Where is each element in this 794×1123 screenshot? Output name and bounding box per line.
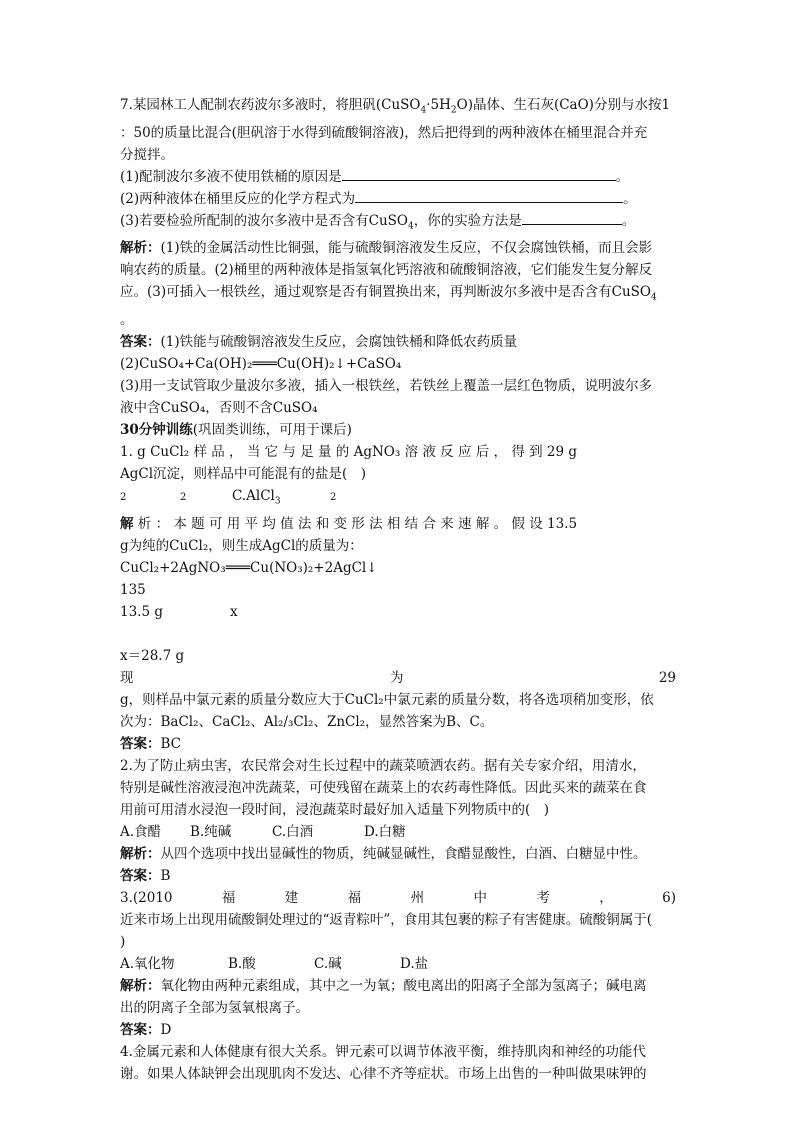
q7-blank2	[355, 188, 623, 203]
q7-analysis-line1: 解析：(1)铁的金属活动性比铜强，能与硫酸铜溶液发生反应，不仅会腐蚀铁桶，而且会影	[120, 240, 653, 257]
q3-stem-line1: 3.(2010 福 建 福 州 中 考 ， 6)	[120, 889, 676, 906]
q3-analysis-line1: 解析：氧化物由两种元素组成，其中之一为氧；酸电离出的阳离子全部为氢离子；碱电离	[120, 977, 647, 994]
q1-analysis-line1: 解 析 ： 本 题 可 用 平 均 值 法 和 变 形 法 相 结 合 来 速 解 。 假 设 13.5	[120, 515, 578, 532]
q7-answer-line2: (2)CuSO₄+Ca(OH)₂═══Cu(OH)₂↓+CaSO₄	[120, 356, 402, 373]
q2-option-b: B.纯碱	[190, 823, 232, 840]
q7-stem-line3: 分搅拌。	[120, 146, 174, 163]
q3-option-a: A.氧化物	[120, 955, 175, 972]
q1-given-line: 13.5 g x	[120, 603, 238, 620]
q1-option-d: 2	[330, 492, 337, 504]
q3-options	[120, 953, 676, 975]
q2-answer: 答案：B	[120, 867, 171, 884]
q7-part1: (1)配制波尔多液不使用铁桶的原因是 。	[120, 166, 676, 188]
q1-equation: CuCl₂+2AgNO₃═══Cu(NO₃)₂+2AgCl↓	[120, 559, 378, 576]
q3-option-d: D.盐	[400, 955, 429, 972]
q7-blank3	[522, 210, 622, 225]
q4-stem-line2: 谢。如果人体缺钾会出现肌肉不发达、心律不齐等症状。市场上出售的一种叫做果味钾的	[120, 1065, 647, 1082]
q2-option-a: A.食醋	[120, 823, 162, 840]
q7-part2: (2)两种液体在桶里反应的化学方程式为 。	[120, 188, 676, 210]
q1-options	[120, 485, 676, 513]
q7-answer-line1: 答案：(1)铁能与硫酸铜溶液发生反应，会腐蚀铁桶和降低农药质量	[120, 334, 518, 351]
q3-stem-line3: )	[120, 933, 126, 950]
q1-stem-line2: AgCl沉淀，则样品中可能混有的盐是( )	[120, 466, 367, 483]
q7-analysis-line4: 。	[120, 312, 134, 329]
q1-line-a: 现 为 29	[120, 669, 676, 686]
q1-option-b: 2	[180, 492, 187, 504]
q1-line-c: 次为：BaCl₂、CaCl₂、Al₂/₃Cl₂、ZnCl₂，显然答案为B、C。	[120, 713, 494, 730]
q7-stem-line2: ：50的质量比混合(胆矾溶于水得到硫酸铜溶液)，然后把得到的两种液体在桶里混合并充	[120, 124, 648, 141]
q1-stem-line1: 1. g CuCl₂ 样 品 ， 当 它 与 足 量 的 AgNO₃ 溶 液 反 应 后 ， 得 到 29 g	[120, 444, 578, 461]
q3-option-c: C.碱	[314, 955, 342, 972]
q1-result: x＝28.7 g	[120, 647, 185, 664]
q7-part3: (3)若要检验所配制的波尔多液中是否含有CuSO$_4$，你的实验方法是 。	[120, 210, 676, 238]
q7-stem-line1: 7.某园林工人配制农药波尔多液时，将胆矾$(CuSO_4\cdot 5H_2O)$晶体、生石灰(CaO)分别与水按1	[120, 97, 671, 116]
q7-analysis-line2: 响农药的质量。(2)桶里的两种液体是指氢氧化钙溶液和硫酸铜溶液，它们能发生复分解反	[120, 262, 653, 279]
q3-analysis-line2: 出的阴离子全部为氢氧根离子。	[120, 999, 309, 1016]
q1-analysis-line2: g为纯的CuCl₂，则生成AgCl的质量为：	[120, 537, 363, 554]
q4-stem-line1: 4.金属元素和人体健康有很大关系。钾元素可以调节体液平衡，维持肌肉和神经的功能代	[120, 1043, 646, 1060]
q7-blank1	[342, 166, 616, 181]
q1-line-b: g，则样品中氯元素的质量分数应大于CuCl₂中氯元素的质量分数，将各选项稍加变形，依	[120, 691, 654, 708]
q1-mass-line: 135	[120, 581, 146, 598]
q1-option-c: C.AlCl$_3$	[232, 488, 281, 507]
q7-answer-line4: 液中含CuSO₄，否则不含CuSO₄	[120, 400, 318, 417]
q2-options	[120, 821, 676, 843]
q2-option-d: D.白糖	[364, 823, 406, 840]
q2-option-c: C.白酒	[272, 823, 314, 840]
q2-analysis: 解析：从四个选项中找出显碱性的物质，纯碱显碱性，食醋显酸性，白酒、白糖显中性。	[120, 845, 647, 862]
q3-answer: 答案：D	[120, 1021, 172, 1038]
q2-stem-line2: 特别是碱性溶液浸泡冲洗蔬菜，可使残留在蔬菜上的农药毒性降低。因此买来的蔬菜在食	[120, 779, 647, 796]
q2-stem-line3: 用前可用清水浸泡一段时间，浸泡蔬菜时最好加入适量下列物质中的( )	[120, 801, 550, 818]
document-page	[120, 94, 676, 1085]
q3-option-b: B.酸	[228, 955, 256, 972]
spacer	[120, 623, 676, 645]
section-title: 30分钟训练(巩固类训练，可用于课后)	[120, 422, 352, 439]
q7-analysis-line3: 应。(3)可插入一根铁丝，通过观察是否有铜置换出来，再判断波尔多液中是否含有CuSO$_4$	[120, 284, 657, 304]
q1-answer: 答案：BC	[120, 735, 182, 752]
q7-answer-line3: (3)用一支试管取少量波尔多液，插入一根铁丝，若铁丝上覆盖一层红色物质，说明波尔多	[120, 378, 653, 395]
q2-stem-line1: 2.为了防止病虫害，农民常会对生长过程中的蔬菜喷洒农药。据有关专家介绍，用清水，	[120, 757, 646, 774]
q3-stem-line2: 近来市场上出现用硫酸铜处理过的“返青粽叶”，食用其包裹的粽子有害健康。硫酸铜属于(	[120, 911, 653, 928]
q1-option-a: 2	[120, 492, 127, 504]
